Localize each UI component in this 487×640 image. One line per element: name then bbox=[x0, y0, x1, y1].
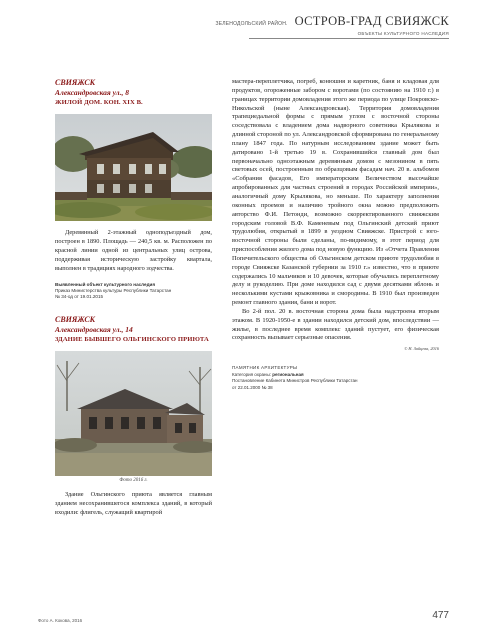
entry-residential-house bbox=[55, 78, 212, 300]
entry-address: Александровская ул., 8 bbox=[55, 88, 130, 97]
page-header bbox=[215, 12, 449, 39]
header-rule bbox=[249, 38, 449, 39]
orphanage-photo bbox=[55, 351, 212, 476]
category-label: Категория охраны: bbox=[232, 371, 271, 377]
footer-photo-note: Фото А. Кокова, 2016 bbox=[38, 618, 83, 623]
right-column bbox=[232, 78, 439, 391]
book-title: ОСТРОВ-ГРАД СВИЯЖСК bbox=[294, 14, 449, 28]
entry-description: Здание Ольгинского приюта является главным зданием несохранившегося комплекса зданий, в который входили: флигель, служащий квартирой bbox=[55, 491, 212, 516]
entry-place: СВИЯЖСК bbox=[55, 78, 96, 87]
entry-object-name: ЗДАНИЕ БЫВШЕГО ОЛЬГИНСКОГО ПРИЮТА bbox=[55, 336, 209, 344]
house-photo bbox=[55, 114, 212, 221]
book-subtitle: ОБЪЕКТЫ КУЛЬТУРНОГО НАСЛЕДИЯ bbox=[357, 31, 449, 36]
decree-line: Постановление Кабинета Министров Республики Татарстан bbox=[232, 378, 358, 384]
decree-number: от 22.01.2000 № 38 bbox=[232, 384, 273, 390]
entry-address: Александровская ул., 14 bbox=[55, 325, 133, 335]
body-paragraph: мастера-переплетчика, погреб, конюшня и каретник, баня и кладовая для продуктов, огороженные забором с воротами (по состоянию на 1910 г.) в границах территории домовладения этого же периода по улице Покровско-Никольской (ныне Александровская). Территория домовладения трапециедальной формы с прямым углом с восточной стороны соседствовала с владением дома надворного советника Крылякова и длинной стороной по ул. Александровской сформирована по генеральному плану 1847 года. По натурным исследованиям здание может быть датировано 1-й третью 19 в. Сохранившийся главный дом был первоначально одноэтажным деревянным домом с мезонином в пять световых осей, построенным по образцовым фасадам нач. 20 в. альбомов «Собрания фасадов, Его императорским Величеством высочайше апробированных для частных строений в городах Российской империи», аналогичный дому Крылякова, но меньше. По характеру заполнения оконных проемов и наличию тройного окна можно предположить авторство Ф.И. Петонди, возможно скорректированного свияжским городским головой В.Ф. Каменевым под Ольгинский детский приют трудолюбия, открытый в 1899 в уездном Свияжске. Пристрой с юго-восточной стороны были сделаны, по-видимому, в этот период для приспособления жилого дома под новую функцию. Из «Отчета Правления Попечительского общества об Ольгинском детском приюте трудолюбия в городе Свияжске Казанской губернии за 1910 г.» известно, что в приюте содержались 10 мальчиков и 10 девочек, которые обучались переплетному делу и рукоделию. При доме находился сад с двумя десятками яблонь и несколькими кустами крыжовника и смородины. В 1910 был произведен ремонт главного здания, бани и ворот. bbox=[232, 78, 439, 307]
body-paragraph: Во 2-й пол. 20 в. восточная сторона дома была надстроена вторым этажом. В 1920-1950-е в здании находился детский дом, впоследствии — жилье, в последнее время комплекс зданий пустует, его физическая сохранность вызывает серьезные опасения. bbox=[232, 307, 439, 342]
status-number: № 34-од от 19.01.2015 bbox=[55, 293, 104, 299]
status-title: Выявленный объект культурного наследия bbox=[55, 281, 156, 287]
orphanage-photo-image bbox=[55, 351, 212, 476]
heritage-status bbox=[55, 282, 212, 301]
article-body bbox=[232, 78, 439, 343]
category-value: региональная bbox=[272, 371, 304, 377]
photo-credit: © Н. Зайцева, 2016 bbox=[404, 346, 439, 352]
entry-orphanage bbox=[55, 315, 212, 518]
photo-caption: Фото 2016 г. bbox=[119, 478, 148, 484]
region-label: ЗЕЛЕНОДОЛЬСКИЙ РАЙОН. bbox=[215, 21, 288, 27]
status-order: Приказ Министерства культуры Республики Татарстан bbox=[55, 287, 172, 293]
house-photo-image bbox=[55, 114, 212, 221]
monument-status bbox=[232, 365, 439, 391]
monument-title: ПАМЯТНИК АРХИТЕКТУРЫ bbox=[232, 365, 298, 371]
entry-place: СВИЯЖСК bbox=[55, 315, 96, 325]
left-column bbox=[55, 78, 212, 518]
entry-object-name: ЖИЛОЙ ДОМ. КОН. XIX В. bbox=[55, 99, 143, 106]
header-line bbox=[215, 12, 449, 30]
entry-description: Деревянный 2-этажный одноподъездный дом, построен в 1890. Площадь — 240,5 кв. м. Расположен по красной линии одной из центральных улиц острова, поддерживая историческую застройку квартала, выполнен в традициях народного зодчества. bbox=[55, 229, 212, 272]
page-number: 477 bbox=[432, 610, 449, 621]
